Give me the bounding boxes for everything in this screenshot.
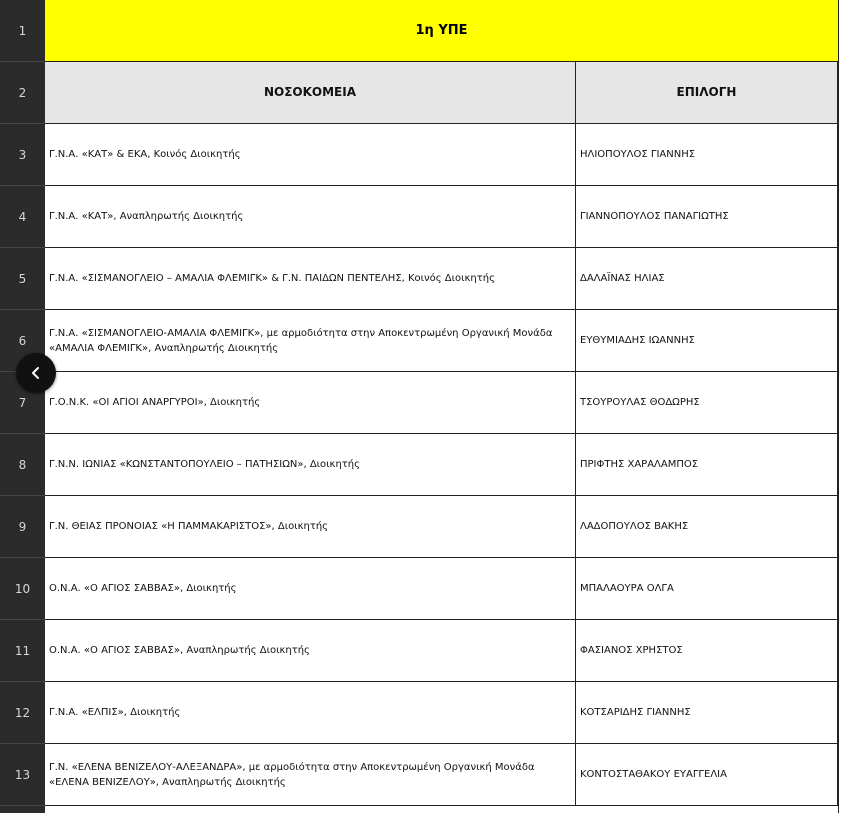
grid-right-border: [838, 0, 839, 813]
hospital-cell[interactable]: Γ.Ο.Ν.Κ. «ΟΙ ΑΓΙΟΙ ΑΝΑΡΓΥΡΟΙ», Διοικητής: [45, 372, 576, 433]
row-number[interactable]: 4: [0, 186, 45, 248]
hospital-cell[interactable]: Γ.Ν.Α. «ΣΙΣΜΑΝΟΓΛΕΙΟ-ΑΜΑΛΙΑ ΦΛΕΜΙΓΚ», με αρμοδιότητα στην Αποκεντρωμένη Οργανική Μονάδα «ΑΜΑΛΙΑ ΦΛΕΜΙΓΚ», Αναπληρωτής Διοικητής: [45, 310, 576, 371]
row-number[interactable]: 6: [0, 310, 45, 372]
selection-cell[interactable]: ΗΛΙΟΠΟΥΛΟΣ ΓΙΑΝΝΗΣ: [576, 124, 838, 185]
hospital-cell[interactable]: Γ.Ν.Α. «ΣΙΣΜΑΝΟΓΛΕΙΟ – ΑΜΑΛΙΑ ΦΛΕΜΙΓΚ» & Γ.Ν. ΠΑΙΔΩΝ ΠΕΝΤΕΛΗΣ, Κοινός Διοικητής: [45, 248, 576, 309]
selection-cell[interactable]: ΦΑΣΙΑΝΟΣ ΧΡΗΣΤΟΣ: [576, 620, 838, 681]
table-row: [45, 496, 838, 558]
selection-cell[interactable]: ΓΙΑΝΝΟΠΟΥΛΟΣ ΠΑΝΑΓΙΩΤΗΣ: [576, 186, 838, 247]
table-row: [45, 682, 838, 744]
row-number-column: [0, 0, 45, 813]
table-row: [45, 310, 838, 372]
row-number[interactable]: 10: [0, 558, 45, 620]
table-row: [45, 248, 838, 310]
selection-cell[interactable]: ΔΑΛΑΪΝΑΣ ΗΛΙΑΣ: [576, 248, 838, 309]
hospital-cell[interactable]: Γ.Ν. «ΕΛΕΝΑ ΒΕΝΙΖΕΛΟΥ-ΑΛΕΞΑΝΔΡΑ», με αρμοδιότητα στην Αποκεντρωμένη Οργανική Μονάδα «ΕΛΕΝΑ ΒΕΝΙΖΕΛΟΥ», Αναπληρωτής Διοικητής: [45, 744, 576, 805]
header-row: [45, 62, 838, 124]
table-row: [45, 744, 838, 806]
hospital-cell[interactable]: Ο.Ν.Α. «Ο ΑΓΙΟΣ ΣΑΒΒΑΣ», Αναπληρωτής Διοικητής: [45, 620, 576, 681]
header-cell-hospitals[interactable]: ΝΟΣΟΚΟΜΕΙΑ: [45, 62, 576, 123]
row-number[interactable]: 2: [0, 62, 45, 124]
hospital-cell[interactable]: Γ.Ν.Α. «ΚΑΤ» & ΕΚΑ, Κοινός Διοικητής: [45, 124, 576, 185]
row-number[interactable]: 13: [0, 744, 45, 806]
row-number[interactable]: 9: [0, 496, 45, 558]
selection-cell[interactable]: ΛΑΔΟΠΟΥΛΟΣ ΒΑΚΗΣ: [576, 496, 838, 557]
table-row: [45, 620, 838, 682]
row-number[interactable]: 7: [0, 372, 45, 434]
header-cell-selection[interactable]: ΕΠΙΛΟΓΗ: [576, 62, 838, 123]
collapse-sidebar-button[interactable]: [16, 353, 56, 393]
hospital-cell[interactable]: Γ.Ν. ΘΕΙΑΣ ΠΡΟΝΟΙΑΣ «Η ΠΑΜΜΑΚΑΡΙΣΤΟΣ», Διοικητής: [45, 496, 576, 557]
row-number[interactable]: 3: [0, 124, 45, 186]
sheet-title-cell[interactable]: 1η ΥΠΕ: [45, 0, 839, 61]
selection-cell[interactable]: ΚΟΝΤΟΣΤΑΘΑΚΟΥ ΕΥΑΓΓΕΛΙΑ: [576, 744, 838, 805]
hospital-cell[interactable]: Γ.Ν.Ν. ΙΩΝΙΑΣ «ΚΩΝΣΤΑΝΤΟΠΟΥΛΕΙΟ – ΠΑΤΗΣΙΩΝ», Διοικητής: [45, 434, 576, 495]
selection-cell[interactable]: ΚΟΤΣΑΡΙΔΗΣ ΓΙΑΝΝΗΣ: [576, 682, 838, 743]
row-number[interactable]: 1: [0, 0, 45, 62]
selection-cell[interactable]: ΕΥΘΥΜΙΑΔΗΣ ΙΩΑΝΝΗΣ: [576, 310, 838, 371]
table-row: [45, 124, 838, 186]
selection-cell[interactable]: ΜΠΑΛΑΟΥΡΑ ΟΛΓΑ: [576, 558, 838, 619]
row-number[interactable]: 12: [0, 682, 45, 744]
title-row: [45, 0, 838, 62]
selection-cell[interactable]: ΤΣΟΥΡΟΥΛΑΣ ΘΟΔΩΡΗΣ: [576, 372, 838, 433]
selection-cell[interactable]: ΠΡΙΦΤΗΣ ΧΑΡΑΛΑΜΠΟΣ: [576, 434, 838, 495]
table-row: [45, 372, 838, 434]
spreadsheet-grid: [45, 0, 842, 813]
row-number[interactable]: 5: [0, 248, 45, 310]
hospital-cell[interactable]: Γ.Ν.Α. «ΚΑΤ», Αναπληρωτής Διοικητής: [45, 186, 576, 247]
row-number[interactable]: 8: [0, 434, 45, 496]
chevron-left-icon: [29, 366, 43, 380]
table-row: [45, 558, 838, 620]
hospital-cell[interactable]: Γ.Ν.Α. «ΕΛΠΙΣ», Διοικητής: [45, 682, 576, 743]
row-number[interactable]: 11: [0, 620, 45, 682]
hospital-cell[interactable]: Ο.Ν.Α. «Ο ΑΓΙΟΣ ΣΑΒΒΑΣ», Διοικητής: [45, 558, 576, 619]
table-row: [45, 186, 838, 248]
table-row: [45, 434, 838, 496]
